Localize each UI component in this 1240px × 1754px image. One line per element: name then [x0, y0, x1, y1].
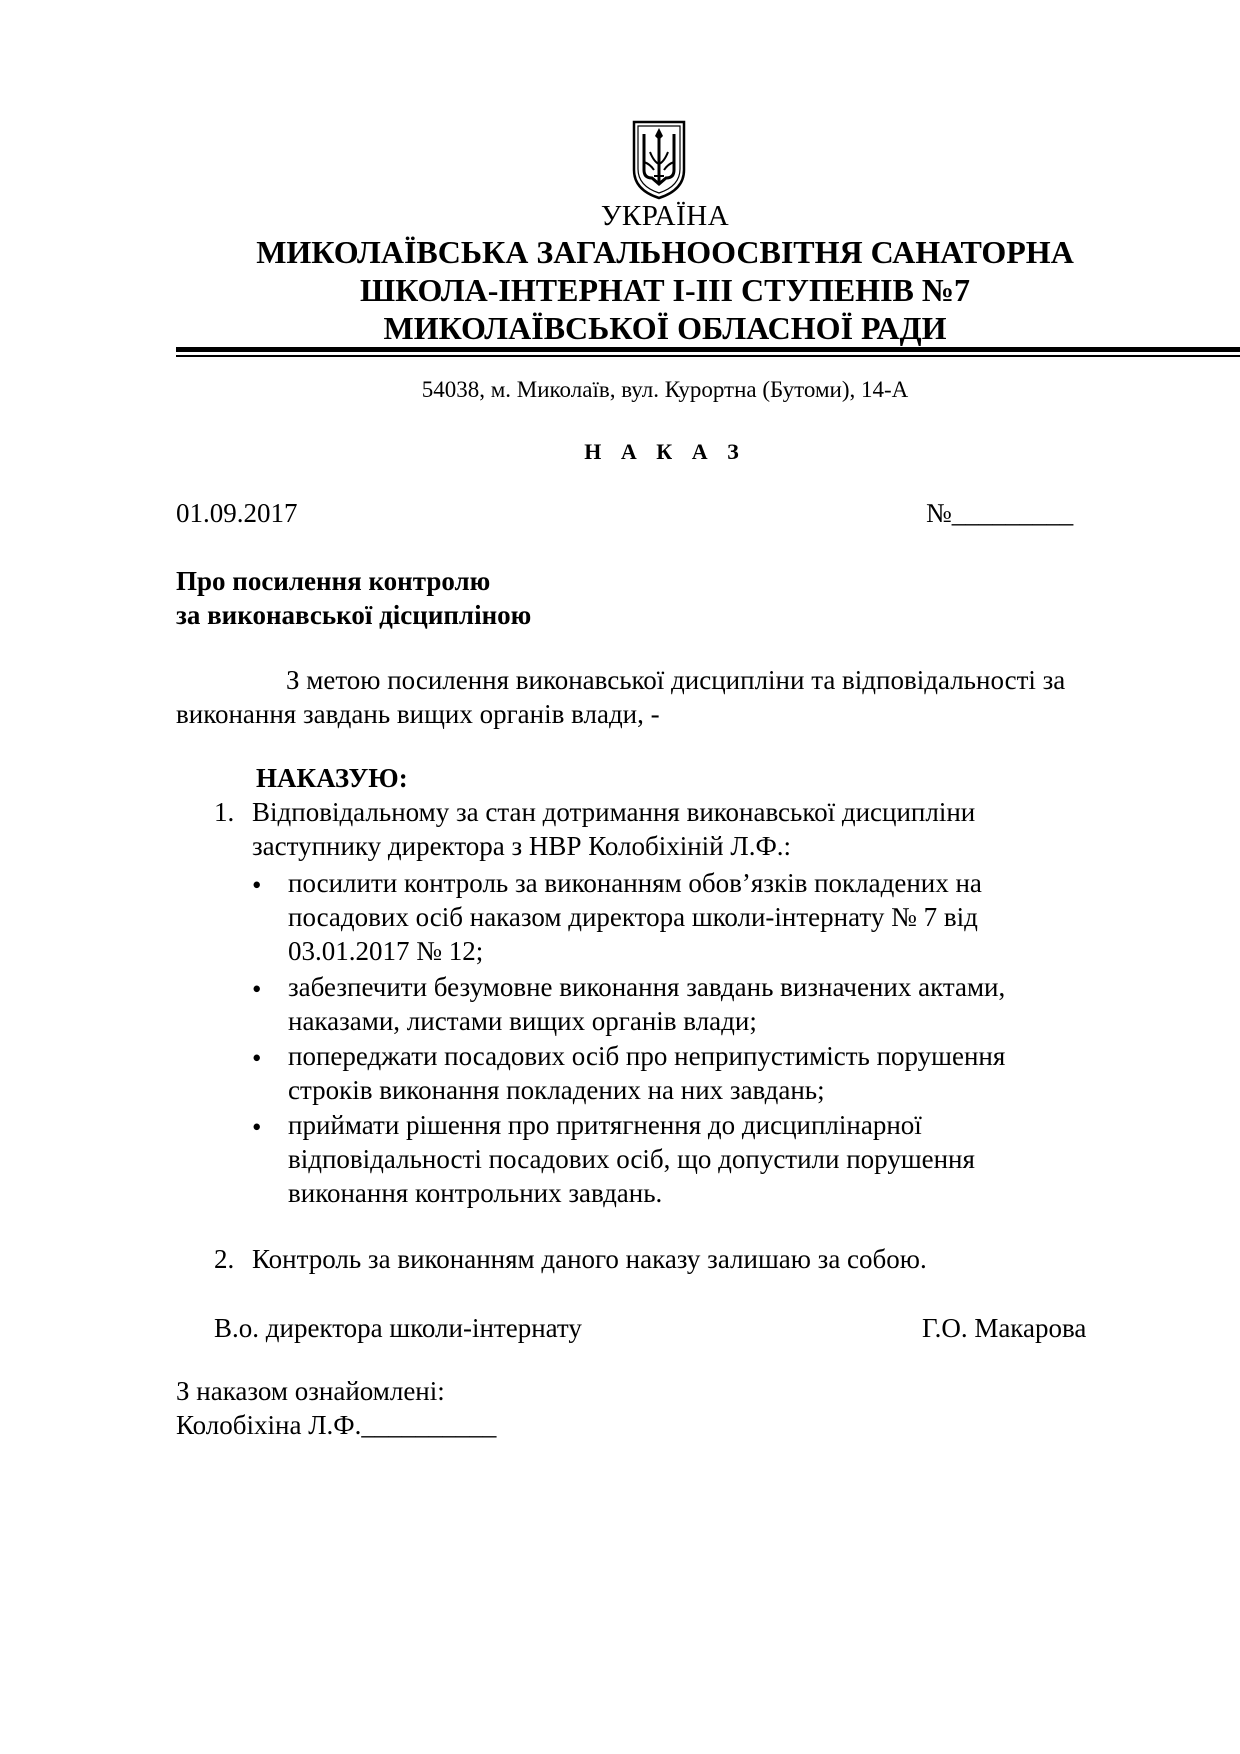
preamble-line-1: З метою посилення виконавської дисципліни та відповідальності за [286, 665, 1066, 695]
item-2-number: 2. [214, 1244, 235, 1274]
bullet-2-line-2: наказами, листами вищих органів влади; [288, 1006, 757, 1036]
header-divider-thick [176, 347, 1240, 352]
order-number: №_________ [926, 498, 1074, 528]
bullet-1-line-1: посилити контроль за виконанням обов’язків покладених на [288, 868, 982, 898]
item-1-line-2: заступнику директора з НВР Колобіхіній Л.Ф.: [252, 831, 792, 861]
org-name-line-3: МИКОЛАЇВСЬКОЇ ОБЛАСНОЇ РАДИ [383, 310, 947, 346]
signer-position: В.о. директора школи-інтернату [214, 1313, 582, 1343]
subject-line-2: за виконавської дісципліною [176, 600, 532, 630]
country-name: УКРАЇНА [600, 200, 730, 232]
bullet-1-line-2: посадових осіб наказом директора школи-інтернату № 7 від [288, 902, 978, 932]
acknowledged-heading: З наказом ознайомлені: [176, 1376, 445, 1406]
trident-coat-of-arms-icon [630, 118, 688, 200]
bullet-marker: • [252, 1112, 262, 1142]
item-1-line-1: Відповідальному за стан дотримання виконавської дисципліни [252, 797, 976, 827]
bullet-1-line-3: 03.01.2017 № 12; [288, 936, 484, 966]
org-name-line-2: ШКОЛА-ІНТЕРНАТ І-ІІІ СТУПЕНІВ №7 [359, 272, 971, 308]
item-2-line-1: Контроль за виконанням даного наказу залишаю за собою. [252, 1244, 927, 1274]
decree-word: НАКАЗУЮ: [256, 763, 408, 793]
subject-line-1: Про посилення контролю [176, 566, 491, 596]
bullet-4-line-1: приймати рішення про притягнення до дисциплінарної [288, 1110, 922, 1140]
item-1-number: 1. [214, 797, 235, 827]
bullet-marker: • [252, 974, 262, 1004]
bullet-4-line-2: відповідальності посадових осіб, що допустили порушення [288, 1144, 975, 1174]
bullet-4-line-3: виконання контрольних завдань. [288, 1178, 663, 1208]
org-address: 54038, м. Миколаїв, вул. Курортна (Бутоми), 14-А [421, 377, 909, 402]
bullet-3-line-2: строків виконання покладених на них завдань; [288, 1075, 825, 1105]
bullet-marker: • [252, 1043, 262, 1073]
org-name-line-1: МИКОЛАЇВСЬКА ЗАГАЛЬНООСВІТНЯ САНАТОРНА [256, 234, 1074, 270]
order-date: 01.09.2017 [176, 498, 298, 528]
acknowledged-person: Колобіхіна Л.Ф.__________ [176, 1410, 497, 1440]
preamble-line-2: виконання завдань вищих органів влади, - [176, 699, 660, 729]
bullet-3-line-1: попереджати посадових осіб про неприпустимість порушення [288, 1041, 1006, 1071]
bullet-marker: • [252, 870, 262, 900]
order-title: Н А К А З [584, 439, 746, 464]
header-divider-thin [176, 355, 1240, 357]
bullet-2-line-1: забезпечити безумовне виконання завдань визначених актами, [288, 972, 1006, 1002]
signer-name: Г.О. Макарова [922, 1313, 1087, 1343]
